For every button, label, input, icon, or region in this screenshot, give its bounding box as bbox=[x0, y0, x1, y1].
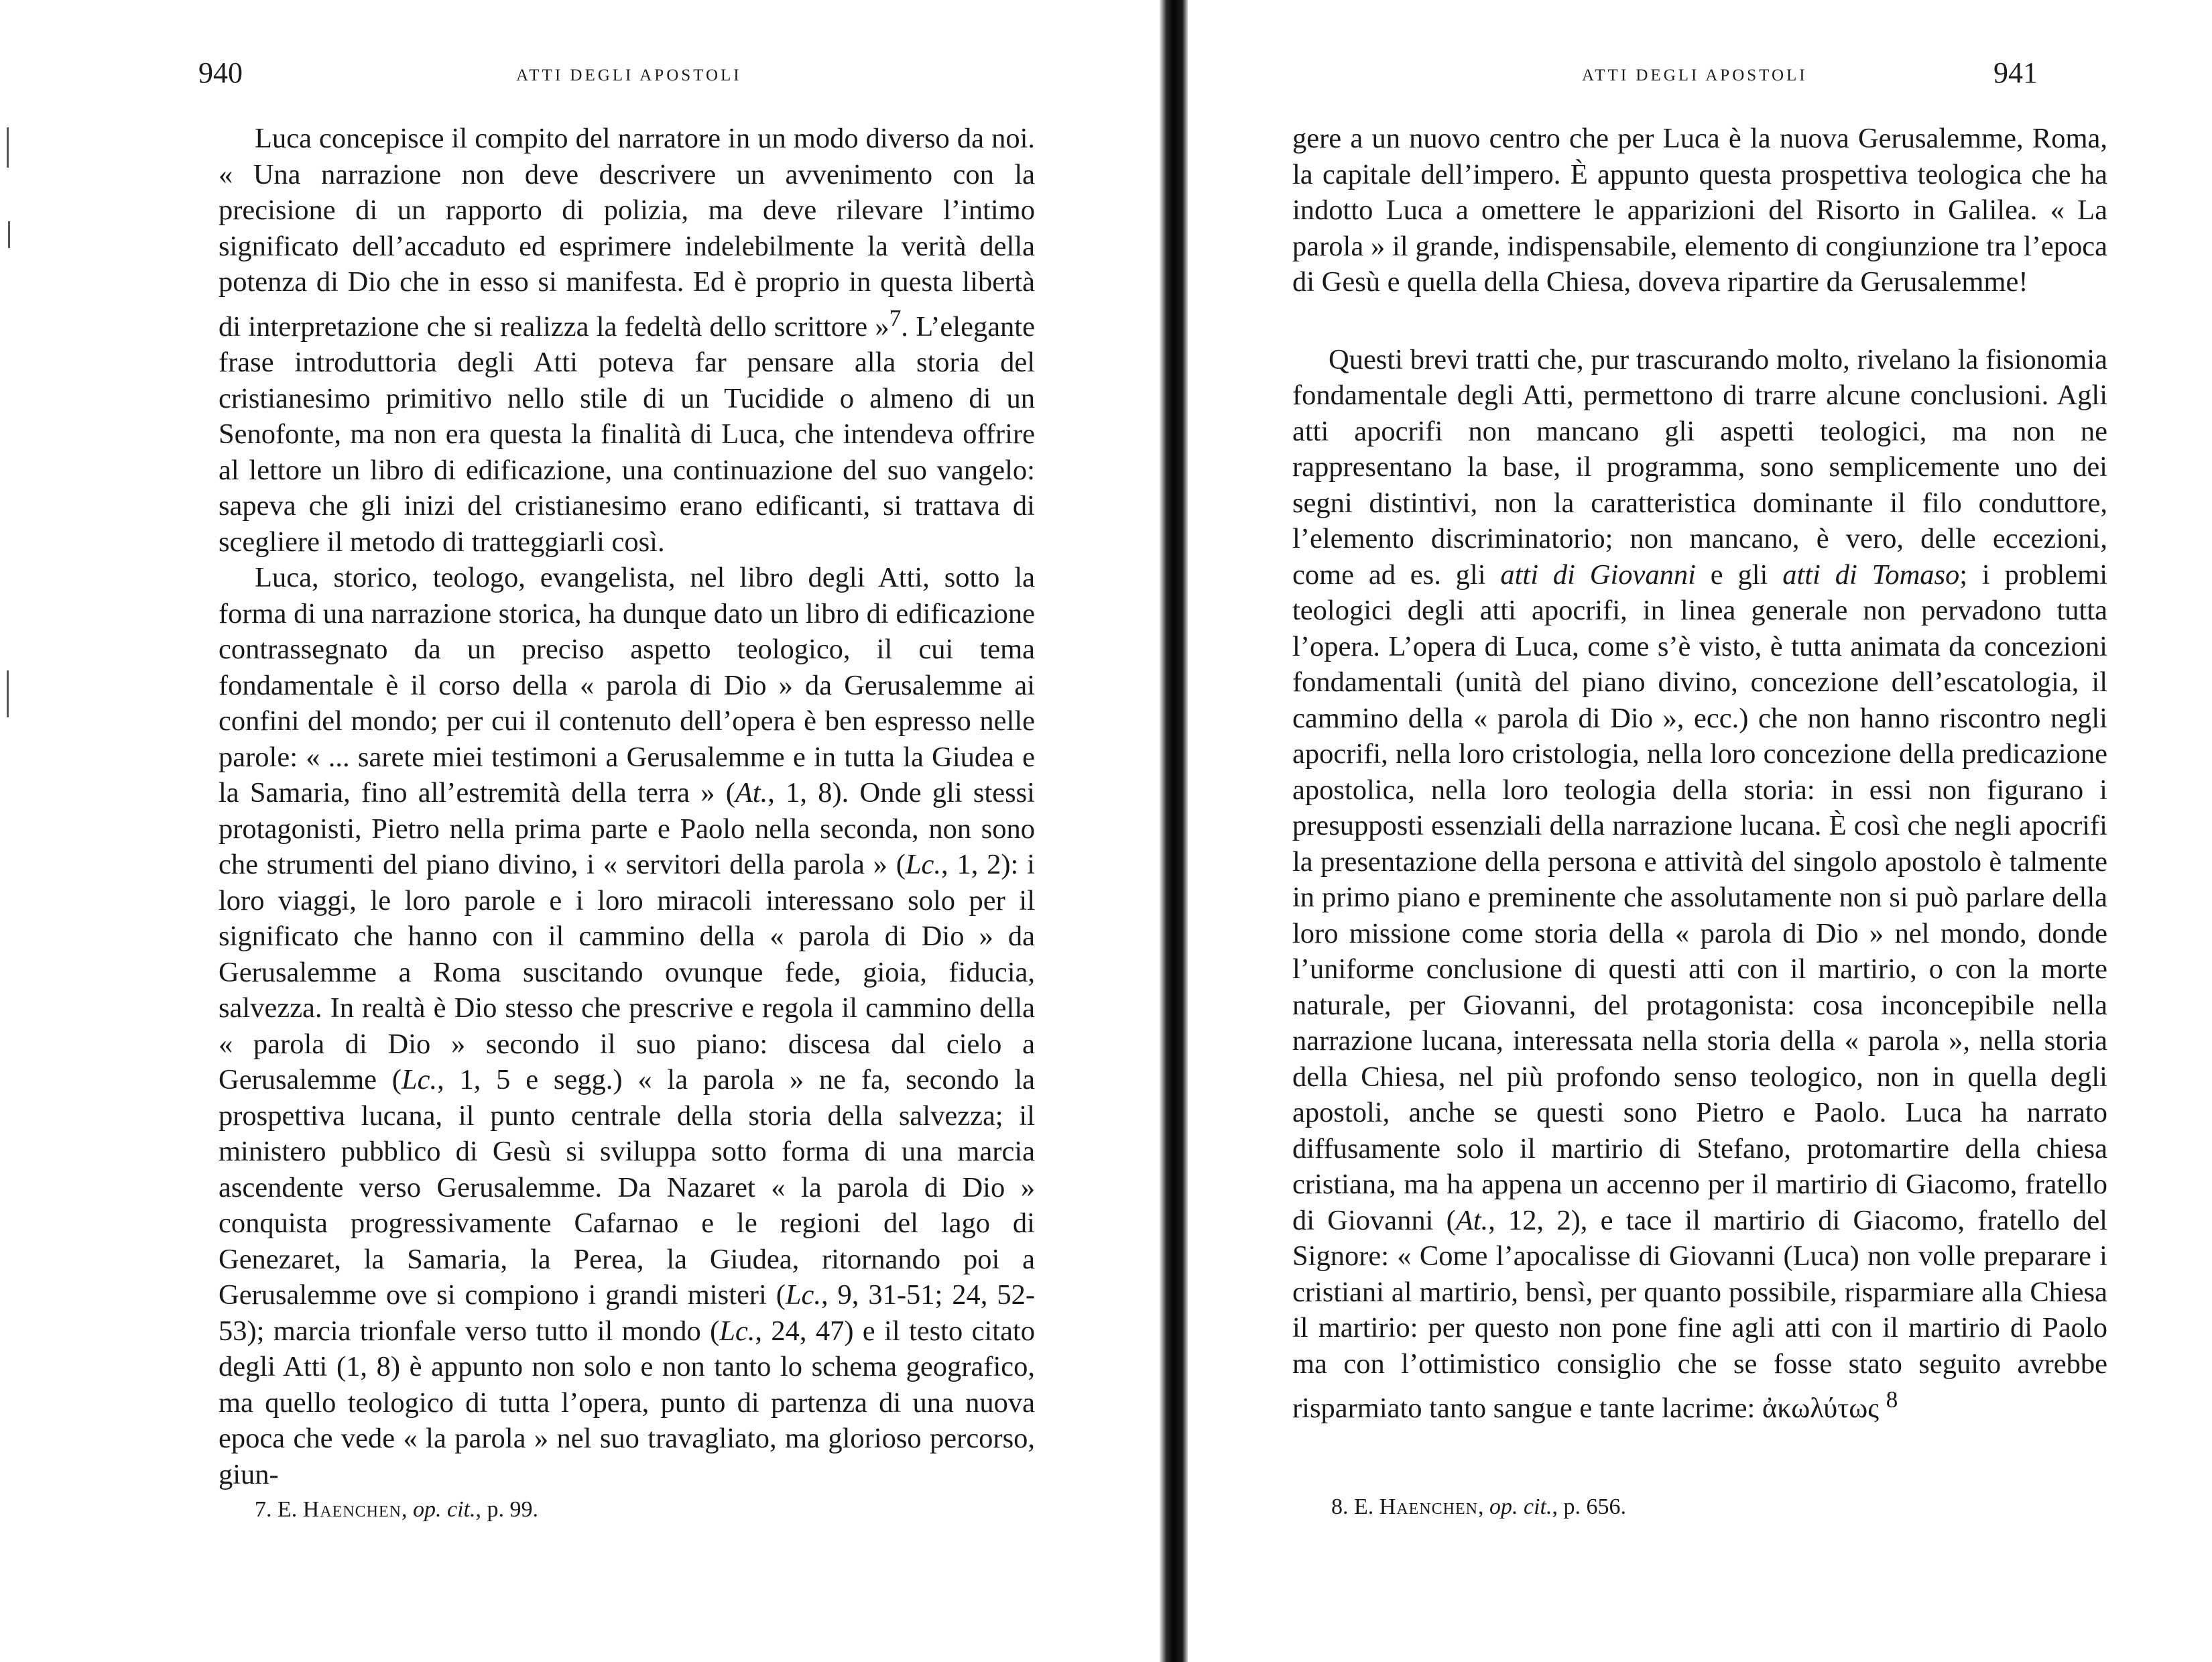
text-run: , 1, 8). Onde gli stessi protagonisti, Pietro nella prima parte e Paolo nella seconda, non sono che strumenti del piano divino, i « servitori della parola » ( bbox=[219, 777, 1035, 881]
text-run: . L’elegante frase introduttoria degli Atti poteva far pensare alla storia del cristianesimo primitivo nello stile di un Tucidide o almeno di un Senofonte, ma non era questa la finalità di Luca, che intendeva offrire al lettore un libro di edificazione, una continuazione del suo vangelo: sapeva che gli inizi del cristianesimo erano edificanti, si trattava di scegliere il metodo di tratteggiarli così. bbox=[219, 310, 1035, 558]
italic-text: At. bbox=[1455, 1204, 1489, 1236]
scan-artifact bbox=[8, 221, 10, 248]
paragraph bbox=[219, 121, 1035, 560]
text-run: , 24, 47) e il testo citato degli Atti (1, 8) è appunto non solo e non tanto lo schema geografico, ma quello teologico di tutta l’opera, punto di partenza di una nuova epoca che vede « la parola » nel suo travagliato, ma glorioso percorso, giun- bbox=[219, 1315, 1035, 1490]
text-run: Luca, storico, teologo, evangelista, nel libro degli Atti, sotto la forma di una narrazione storica, ha dunque dato un libro di edificazione contrassegnato da un preciso aspetto teologico, il cui tema fondamentale è il corso della « parola di Dio » da Gerusalemme ai confini del mondo; per cui il contenuto dell’opera è ben espresso nelle parole: « ... sarete miei testimoni a Gerusalemme e in tutta la Giudea e la Samaria, fino all’estremità della terra » ( bbox=[219, 562, 1035, 809]
body-text bbox=[1292, 121, 2107, 1427]
text-run: , 12, 2), e tace il martirio di Giacomo, fratello del Signore: « Come l’apocalisse di Giovanni (Luca) non volle preparare i cristiani al martirio, bensì, per quanto possibile, risparmiare alla Chiesa il martirio: per questo non pone fine agli atti con il martirio di Paolo ma con l’ottimistico consiglio che se fosse stato seguito avrebbe risparmiato tanto sangue e tante lacrime: ἀκωλύτως bbox=[1292, 1204, 2107, 1425]
author-name: Haenchen bbox=[302, 1497, 402, 1522]
text-run: e gli bbox=[1695, 558, 1783, 591]
italic-text: Lc. bbox=[785, 1279, 821, 1311]
italic-text: op. cit. bbox=[1489, 1494, 1552, 1519]
footnote bbox=[255, 1495, 538, 1525]
author-name: Haenchen bbox=[1379, 1494, 1478, 1519]
page-number: 941 bbox=[1993, 56, 2038, 89]
italic-text: Lc. bbox=[401, 1064, 438, 1096]
italic-text: op. cit. bbox=[413, 1497, 476, 1522]
text-run: 8. E. bbox=[1331, 1494, 1379, 1519]
text-run: , p. 99. bbox=[475, 1497, 538, 1522]
text-run: , bbox=[402, 1497, 413, 1522]
italic-text: atti di Tomaso bbox=[1782, 558, 1960, 591]
paragraph bbox=[1292, 121, 2107, 300]
text-run: , p. 656. bbox=[1552, 1494, 1626, 1519]
text-run: , 9, 31-51; 24, 52-53); marcia trionfale verso tutto il mondo ( bbox=[219, 1279, 1035, 1347]
paragraph bbox=[219, 560, 1035, 1492]
text-run: , 1, 5 e segg.) « la parola » ne fa, secondo la prospettiva lucana, il punto centrale della storia della salvezza; il ministero pubblico di Gesù si sviluppa sotto forma di una marcia ascendente verso Gerusalemme. Da Nazaret « la parola di Dio » conquista progressivamente Cafarnao e le regioni del lago di Genezaret, la Samaria, la Perea, la Giudea, ritornando poi a Gerusalemme ove si compiono i grandi misteri ( bbox=[219, 1064, 1035, 1311]
italic-text: atti di Giovanni bbox=[1500, 558, 1696, 591]
paragraph bbox=[1292, 342, 2107, 1427]
text-run: 7. E. bbox=[255, 1497, 303, 1522]
text-run: Questi brevi tratti che, pur trascurando molto, rivelano la fisionomia fondamentale degli Atti, permettono di trarre alcune conclusioni. Agli atti apocrifi non mancano gli aspetti teologici, ma non ne rappresentano la base, il programma, sono semplicemente uno dei segni distintivi, non la caratteristica dominante il filo conduttore, l’elemento discriminatorio; non mancano, è vero, delle eccezioni, come ad es. gli bbox=[1292, 343, 2107, 591]
text-run: , bbox=[1478, 1494, 1489, 1519]
text-run: , 1, 2): i loro viaggi, le loro parole e i loro miracoli interessano solo per il significato che hanno con il cammino della « parola di Dio » da Gerusalemme a Roma suscitando ovunque fede, gioia, fiducia, salvezza. In realtà è Dio stesso che prescrive e regola il cammino della « parola di Dio » secondo il suo piano: discesa dal cielo a Gerusalemme ( bbox=[219, 849, 1035, 1096]
page-number: 940 bbox=[198, 56, 243, 89]
book-gutter bbox=[1160, 0, 1188, 1662]
running-title: ATTI DEGLI APOSTOLI bbox=[1582, 66, 1808, 84]
scan-artifact bbox=[7, 127, 9, 168]
italic-text: Lc. bbox=[905, 849, 942, 881]
text-run: gere a un nuovo centro che per Luca è la nuova Gerusalemme, Roma, la capitale dell’impero. È appunto questa prospettiva teologica che ha indotto Luca a omettere le apparizioni del Risorto in Galilea. « La parola » il grande, indispensabile, elemento di congiunzione tra l’epoca di Gesù e quella della Chiesa, doveva ripartire da Gerusalemme! bbox=[1292, 123, 2107, 298]
text-run: Luca concepisce il compito del narratore in un modo diverso da noi. « Una narrazione non deve descrivere un avvenimento con la precisione di un rapporto di polizia, ma deve rilevare l’intimo significato dell’accaduto ed esprimere indelebilmente la verità della potenza di Dio che in esso si manifesta. Ed è proprio in questa libertà di interpretazione che si realizza la fedeltà dello scrittore » bbox=[219, 123, 1035, 343]
footnote bbox=[1331, 1492, 1626, 1522]
scan-artifact bbox=[7, 670, 9, 717]
running-title: ATTI DEGLI APOSTOLI bbox=[516, 66, 742, 84]
running-head bbox=[0, 56, 1140, 90]
text-run: ; i problemi teologici degli atti apocrifi, in linea generale non pervadono tutta l’opera. L’opera di Luca, come s’è visto, è tutta animata da concezioni fondamentali (unità del piano divino, concezione dell’escatologia, il cammino della « parola di Dio », ecc.) che non hanno riscontro negli apocrifi, nella loro cristologia, nella loro concezione della predicazione apostolica, nella loro teologia della storia: in essi non figurano i presupposti essenziali della narrazione lucana. È così che negli apocrifi la presentazione della persona e attività del singolo apostolo è talmente in primo piano e preminente che assolutamente non si può parlare della loro missione come storia della « parola di Dio » nel mondo, donde l’uniforme conclusione di questi atti con il martirio, o con la morte naturale, per Giovanni, del protagonista: cosa inconcepibile nella narrazione lucana, interessata nella storia della « parola », nella storia della Chiesa, nel più profondo senso teologico, non in quella degli apostoli, anche se questi sono Pietro e Paolo. Luca ha narrato diffusamente solo il martirio di Stefano, protomartire della chiesa cristiana, ma ha appena un accenno per il martirio di Giacomo, fratello di Giovanni ( bbox=[1292, 558, 2108, 1236]
footnote-ref: 8 bbox=[1886, 1386, 1898, 1413]
footnote-ref: 7 bbox=[889, 304, 902, 331]
italic-text: At. bbox=[735, 777, 768, 809]
body-text bbox=[219, 121, 1035, 1492]
paragraph-gap bbox=[1292, 300, 2107, 342]
italic-text: Lc. bbox=[719, 1315, 755, 1347]
right-page bbox=[1200, 0, 2212, 1662]
running-head bbox=[1200, 56, 2212, 90]
